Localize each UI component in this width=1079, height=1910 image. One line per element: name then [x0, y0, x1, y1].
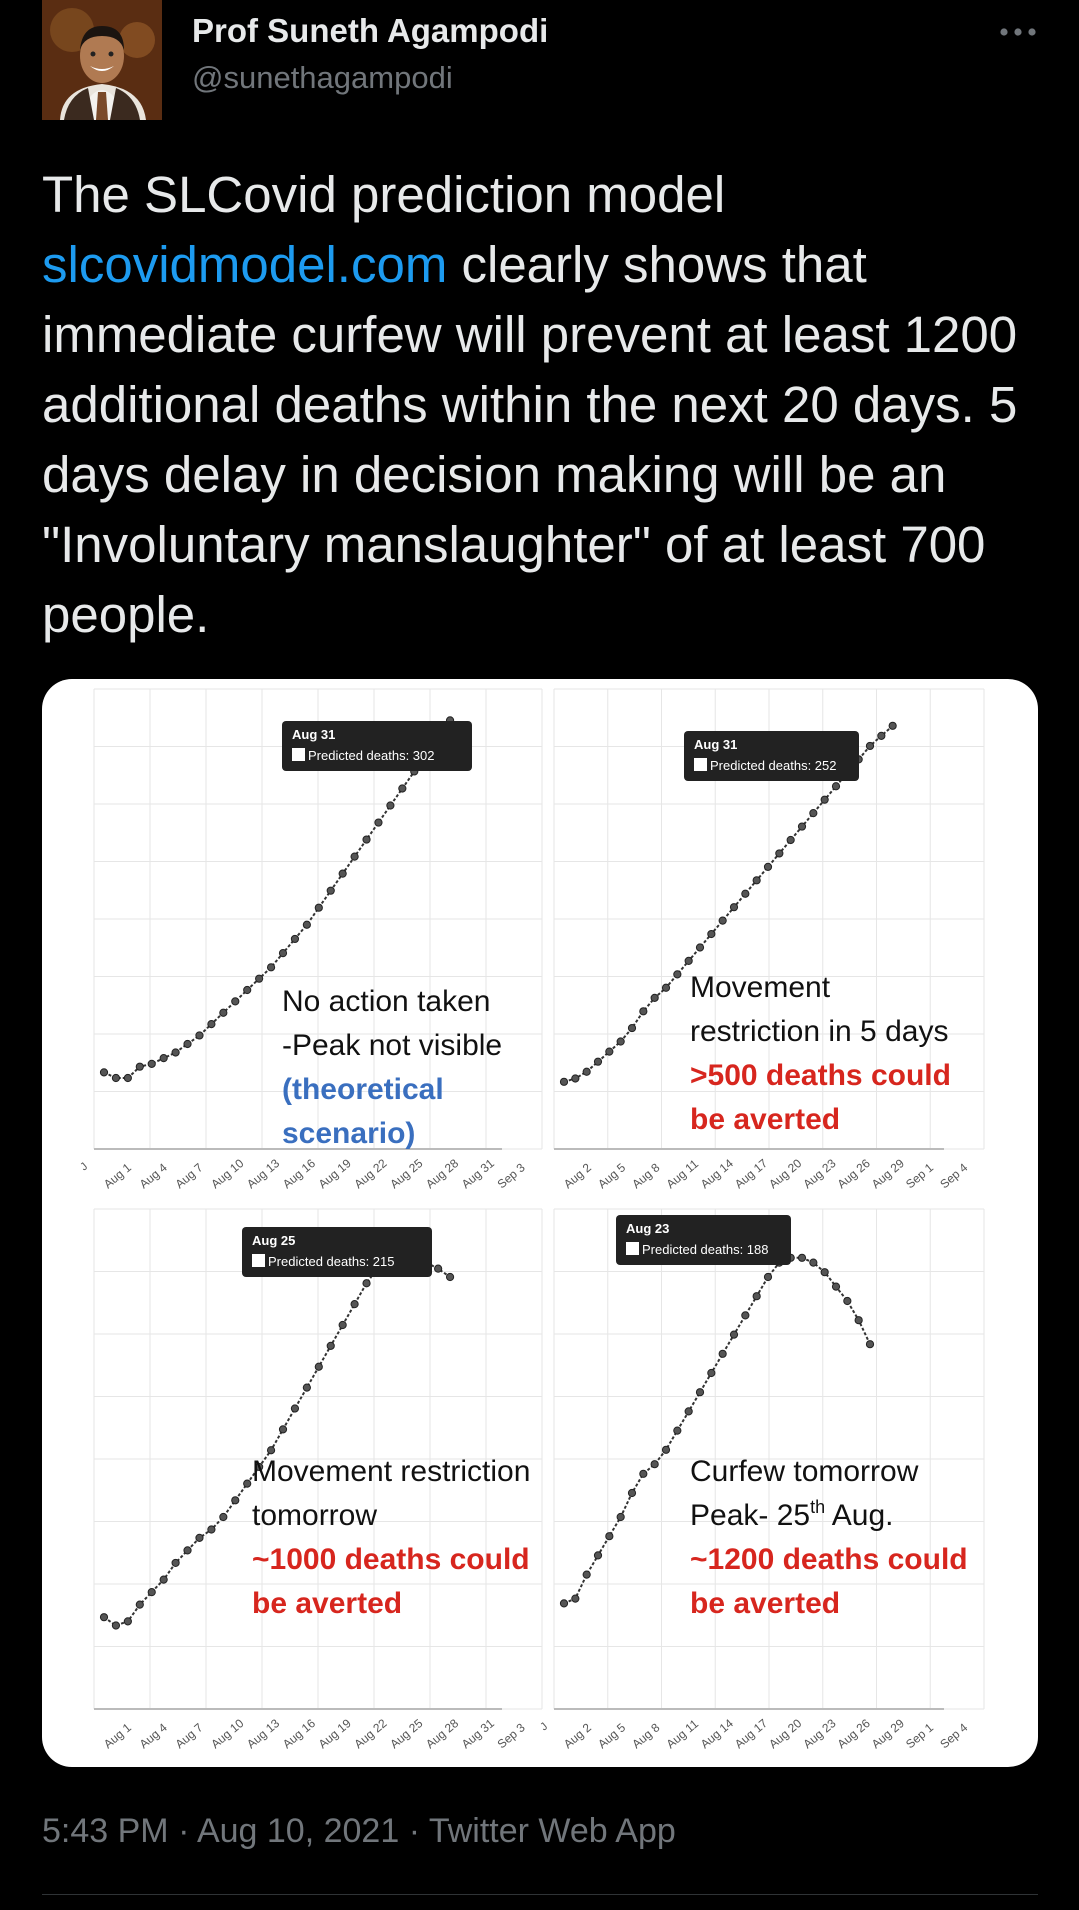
data-point	[244, 1480, 251, 1487]
data-point	[776, 850, 783, 857]
x-tick-label: Aug 11	[663, 1156, 702, 1192]
data-point	[855, 1317, 862, 1324]
data-point	[148, 1589, 155, 1596]
tooltip-value: Predicted deaths: 302	[308, 748, 435, 763]
x-tick-label: Aug 26	[834, 1156, 873, 1192]
data-point	[708, 1369, 715, 1376]
x-tick-label: Aug 19	[315, 1156, 354, 1192]
data-point	[196, 1534, 203, 1541]
chart-annotation	[282, 985, 502, 1150]
x-tick-label: Aug 25	[387, 1716, 426, 1752]
data-point	[640, 1470, 647, 1477]
data-point	[339, 1321, 346, 1328]
data-point	[256, 975, 263, 982]
tooltip-value: Predicted deaths: 188	[642, 1242, 769, 1257]
more-options-button[interactable]	[996, 18, 1040, 46]
data-point	[100, 1069, 107, 1076]
x-tick-label: Sep 1	[903, 1160, 937, 1192]
tweet-link[interactable]: slcovidmodel.com	[42, 236, 448, 293]
x-tick-label: Aug 14	[697, 1156, 736, 1192]
tweet-header	[0, 0, 1079, 130]
data-point	[764, 863, 771, 870]
chart-svg	[544, 679, 1034, 1209]
annotation-text: Curfew tomorrow	[690, 1455, 919, 1488]
annotation-text: Movement restriction	[252, 1455, 531, 1488]
data-point	[617, 1038, 624, 1045]
x-tick-label: Aug 2	[560, 1720, 594, 1752]
author-name[interactable]: Prof Suneth Agampodi	[192, 12, 549, 49]
author-handle[interactable]: @sunethagampodi	[192, 60, 453, 95]
chart-bottom-right	[538, 1209, 1034, 1767]
data-point	[583, 1571, 590, 1578]
data-point	[435, 1265, 442, 1272]
chart-tooltip	[684, 731, 859, 781]
chart-top-left	[78, 679, 552, 1209]
data-point	[339, 870, 346, 877]
annotation-text: -Peak not visible	[282, 1029, 503, 1062]
data-point	[810, 1259, 817, 1266]
data-point	[810, 810, 817, 817]
chart-annotation	[252, 1455, 530, 1620]
x-tick-label: Aug 4	[136, 1160, 170, 1192]
data-point	[160, 1576, 167, 1583]
x-tick-label: Aug 22	[351, 1716, 390, 1752]
data-point	[124, 1618, 131, 1625]
x-tick-label: Sep 3	[494, 1160, 528, 1192]
data-point	[866, 1341, 873, 1348]
x-tick-label: Aug 29	[868, 1716, 907, 1752]
x-tick-label: Aug 20	[766, 1716, 805, 1752]
data-point	[184, 1040, 191, 1047]
x-tick-label: Aug 1	[100, 1160, 134, 1192]
data-point	[160, 1055, 167, 1062]
x-tick-label: Aug 1	[100, 1720, 134, 1752]
data-point	[572, 1075, 579, 1082]
tooltip-swatch	[626, 1242, 639, 1255]
x-tick-label: Aug 13	[244, 1156, 283, 1192]
annotation-red-text: ~1000 deaths could	[252, 1543, 530, 1576]
data-point	[387, 802, 394, 809]
data-point	[303, 1384, 310, 1391]
data-point	[764, 1273, 771, 1280]
data-point	[719, 917, 726, 924]
chart-tooltip	[616, 1215, 791, 1265]
x-tick-label: Aug 31	[458, 1156, 497, 1192]
x-tick-label: Aug 10	[208, 1716, 247, 1752]
data-point	[606, 1048, 613, 1055]
data-point	[730, 1331, 737, 1338]
x-tick-label: Aug 5	[595, 1160, 629, 1192]
data-point	[148, 1060, 155, 1067]
annotation-peak: Peak- 25th Aug.	[690, 1497, 894, 1532]
tooltip-date: Aug 25	[252, 1233, 296, 1248]
chart-top-right	[544, 679, 1034, 1209]
data-point	[832, 783, 839, 790]
data-point	[572, 1595, 579, 1602]
x-tick-label: J	[538, 1720, 551, 1734]
x-tick-label: Aug 17	[731, 1156, 771, 1192]
data-point	[696, 944, 703, 951]
data-point	[628, 1489, 635, 1496]
data-point	[674, 971, 681, 978]
x-tick-label: Aug 29	[868, 1156, 907, 1192]
data-point	[617, 1513, 624, 1520]
data-point	[172, 1559, 179, 1566]
data-point	[363, 1280, 370, 1287]
tooltip-swatch	[252, 1254, 265, 1267]
x-tick-label: Aug 19	[315, 1716, 354, 1752]
series-line	[104, 720, 450, 1078]
x-tick-label: Aug 2	[560, 1160, 594, 1192]
annotation-red-text: be averted	[690, 1103, 841, 1136]
chart-svg	[82, 1209, 552, 1767]
data-point	[136, 1601, 143, 1608]
data-point	[889, 722, 896, 729]
data-point	[172, 1049, 179, 1056]
x-tick-label: Aug 23	[800, 1156, 839, 1192]
avatar[interactable]	[42, 0, 162, 120]
x-tick-label: Aug 16	[279, 1716, 319, 1752]
x-tick-label: Aug 28	[423, 1156, 462, 1192]
data-point	[640, 1008, 647, 1015]
data-point	[878, 732, 885, 739]
data-point	[866, 742, 873, 749]
x-tick-label: Aug 7	[172, 1720, 206, 1752]
data-point	[208, 1020, 215, 1027]
data-point	[753, 1293, 760, 1300]
data-point	[112, 1622, 119, 1629]
data-point	[821, 796, 828, 803]
tweet-text-end: clearly shows that immediate curfew will prevent at least 1200 additional deaths within the next 20 days. 5 days delay in decision making will be an "Involuntary manslaughter" of at least 700 people.	[42, 236, 1018, 643]
tweet-text	[42, 160, 1042, 650]
annotation-blue-text: (theoretical	[282, 1073, 444, 1106]
tweet-timestamp[interactable]: 5:43 PM · Aug 10, 2021 · Twitter Web App	[42, 1812, 676, 1850]
data-point	[279, 950, 286, 957]
x-tick-label: Aug 22	[351, 1156, 390, 1192]
data-point	[232, 998, 239, 1005]
annotation-blue-text: scenario)	[282, 1117, 416, 1150]
x-tick-label: Aug 16	[279, 1156, 319, 1192]
data-point	[315, 1363, 322, 1370]
data-point	[606, 1533, 613, 1540]
x-tick-label: Aug 8	[629, 1160, 663, 1192]
tooltip-date: Aug 31	[292, 727, 336, 742]
data-point	[446, 1273, 453, 1280]
data-point	[560, 1078, 567, 1085]
data-point	[208, 1526, 215, 1533]
data-point	[244, 986, 251, 993]
data-point	[267, 1447, 274, 1454]
tweet-image[interactable]	[42, 679, 1038, 1767]
data-point	[291, 1405, 298, 1412]
data-point	[315, 904, 322, 911]
data-point	[375, 819, 382, 826]
data-point	[112, 1074, 119, 1081]
data-point	[662, 984, 669, 991]
annotation-red-text: >500 deaths could	[690, 1059, 951, 1092]
data-point	[220, 1009, 227, 1016]
data-point	[399, 785, 406, 792]
tooltip-date: Aug 23	[626, 1221, 670, 1236]
data-point	[821, 1269, 828, 1276]
annotation-red-text: ~1200 deaths could	[690, 1543, 968, 1576]
data-point	[351, 853, 358, 860]
chart-tooltip	[242, 1227, 432, 1277]
data-point	[124, 1074, 131, 1081]
data-point	[685, 1408, 692, 1415]
data-point	[196, 1032, 203, 1039]
data-point	[279, 1426, 286, 1433]
x-tick-label: Sep 3	[494, 1720, 528, 1752]
x-tick-label: Aug 4	[136, 1720, 170, 1752]
annotation-text: restriction in 5 days	[690, 1015, 949, 1048]
data-point	[220, 1513, 227, 1520]
x-tick-label: Sep 1	[903, 1720, 937, 1752]
data-point	[674, 1427, 681, 1434]
data-point	[232, 1497, 239, 1504]
x-tick-label: Sep 4	[937, 1720, 971, 1752]
more-horizontal-icon	[996, 18, 1040, 46]
x-tick-label: Aug 31	[458, 1716, 497, 1752]
data-point	[708, 930, 715, 937]
divider	[42, 1894, 1038, 1895]
annotation-text: Movement	[690, 971, 831, 1004]
chart-svg	[78, 679, 552, 1209]
annotation-red-text: be averted	[690, 1587, 841, 1620]
chart-annotation	[690, 971, 951, 1136]
x-tick-label: Aug 25	[387, 1156, 426, 1192]
x-tick-label: Sep 4	[937, 1160, 971, 1192]
x-tick-label: Aug 14	[697, 1716, 736, 1752]
x-tick-label: Aug 10	[208, 1156, 247, 1192]
data-point	[267, 964, 274, 971]
profile-photo-icon	[42, 0, 162, 120]
data-point	[303, 921, 310, 928]
x-tick-label: Aug 28	[423, 1716, 462, 1752]
x-tick-label: Aug 26	[834, 1716, 873, 1752]
data-point	[327, 887, 334, 894]
data-point	[685, 957, 692, 964]
x-tick-label: J	[78, 1160, 91, 1174]
x-tick-label: Aug 13	[244, 1716, 283, 1752]
data-point	[136, 1063, 143, 1070]
tooltip-swatch	[292, 748, 305, 761]
data-point	[798, 823, 805, 830]
chart-bottom-left	[82, 1209, 552, 1767]
data-point	[327, 1342, 334, 1349]
x-tick-label: Aug 5	[595, 1720, 629, 1752]
data-point	[742, 1312, 749, 1319]
tooltip-swatch	[694, 758, 707, 771]
data-point	[787, 836, 794, 843]
data-point	[753, 877, 760, 884]
data-point	[832, 1283, 839, 1290]
x-tick-label: Aug 8	[629, 1720, 663, 1752]
data-point	[583, 1068, 590, 1075]
data-point	[696, 1389, 703, 1396]
x-tick-label: Aug 20	[766, 1156, 805, 1192]
tooltip-value: Predicted deaths: 215	[268, 1254, 395, 1269]
data-point	[184, 1547, 191, 1554]
chart-tooltip	[282, 721, 472, 771]
chart-annotation	[690, 1455, 968, 1620]
data-point	[651, 1461, 658, 1468]
x-tick-label: Aug 11	[663, 1716, 702, 1752]
data-point	[719, 1350, 726, 1357]
x-tick-label: Aug 17	[731, 1716, 771, 1752]
tooltip-value: Predicted deaths: 252	[710, 758, 837, 773]
data-point	[844, 1297, 851, 1304]
tweet-text-start: The SLCovid prediction model	[42, 166, 726, 223]
data-point	[291, 935, 298, 942]
data-point	[662, 1446, 669, 1453]
annotation-text: No action taken	[282, 985, 491, 1018]
x-tick-label: Aug 7	[172, 1160, 206, 1192]
data-point	[351, 1301, 358, 1308]
data-point	[730, 904, 737, 911]
data-point	[100, 1614, 107, 1621]
data-point	[594, 1552, 601, 1559]
tooltip-date: Aug 31	[694, 737, 738, 752]
annotation-text: tomorrow	[252, 1499, 378, 1532]
data-point	[594, 1058, 601, 1065]
data-point	[798, 1254, 805, 1261]
x-tick-label: Aug 23	[800, 1716, 839, 1752]
data-point	[363, 836, 370, 843]
chart-svg	[538, 1209, 1034, 1767]
data-point	[742, 890, 749, 897]
annotation-red-text: be averted	[252, 1587, 403, 1620]
data-point	[628, 1024, 635, 1031]
data-point	[651, 994, 658, 1001]
data-point	[560, 1600, 567, 1607]
